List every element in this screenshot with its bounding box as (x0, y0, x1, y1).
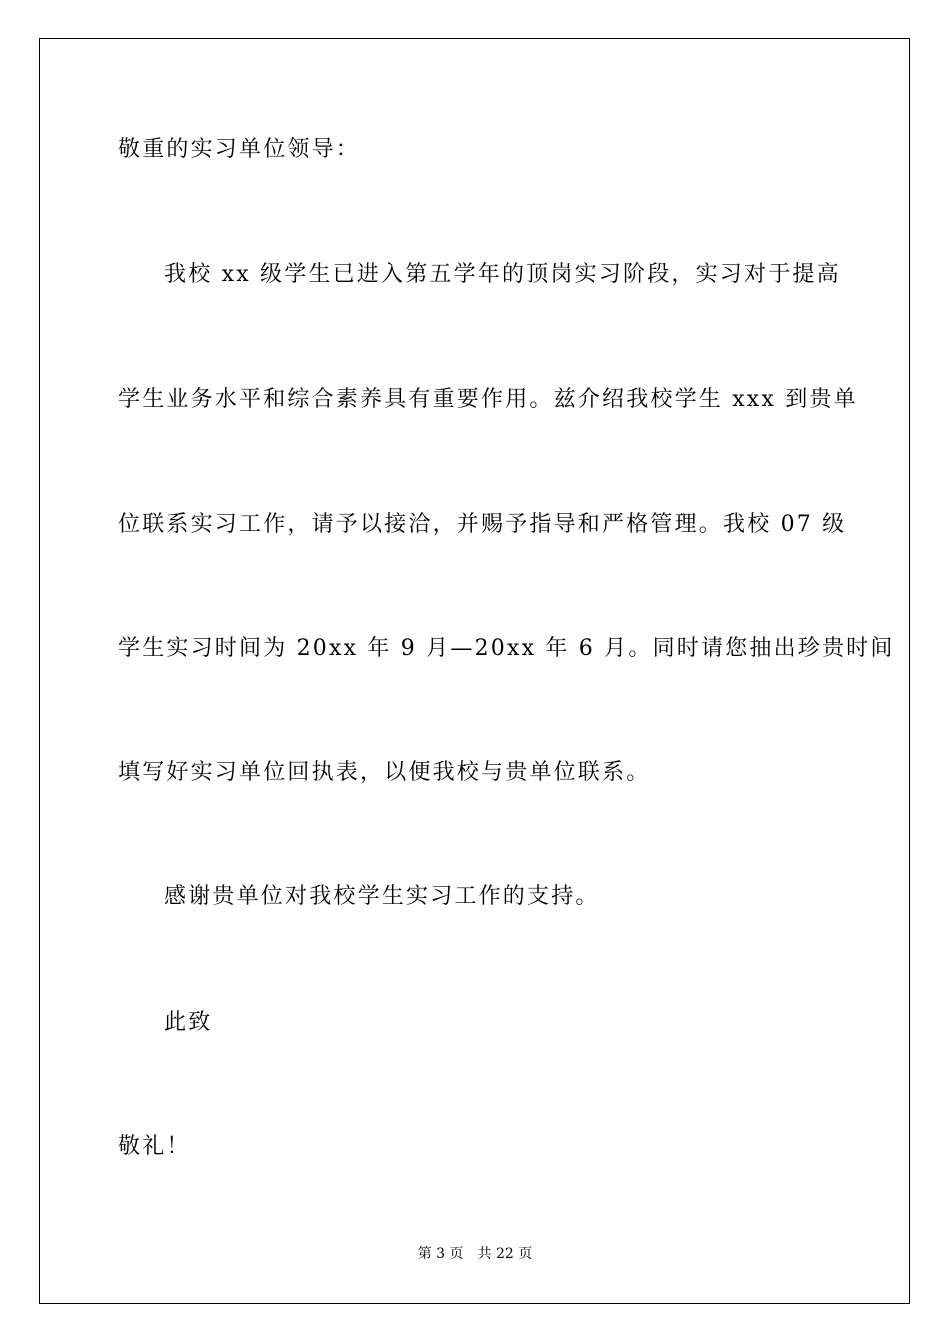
body-line-4: 学生实习时间为 20xx 年 9 月—20xx 年 6 月。同时请您抽出珍贵时间 (118, 636, 895, 661)
thanks-line: 感谢贵单位对我校学生实习工作的支持。 (164, 884, 600, 909)
body-line-1: 我校 xx 级学生已进入第五学年的顶岗实习阶段，实习对于提高 (164, 262, 841, 287)
page-frame (39, 38, 910, 1304)
page-number-total: 共 22 页 (477, 1246, 533, 1262)
regards-line: 敬礼！ (118, 1134, 191, 1159)
salutation: 敬重的实习单位领导： (118, 137, 361, 162)
body-line-3: 位联系实习工作，请予以接洽，并赐予指导和严格管理。我校 07 级 (118, 512, 847, 537)
page-footer (0, 1245, 950, 1263)
body-line-5: 填写好实习单位回执表，以便我校与贵单位联系。 (118, 760, 651, 785)
page-number-current: 第 3 页 (417, 1246, 464, 1262)
body-line-2: 学生业务水平和综合素养具有重要作用。兹介绍我校学生 xxx 到贵单 (118, 387, 858, 412)
closing-line: 此致 (164, 1010, 213, 1035)
